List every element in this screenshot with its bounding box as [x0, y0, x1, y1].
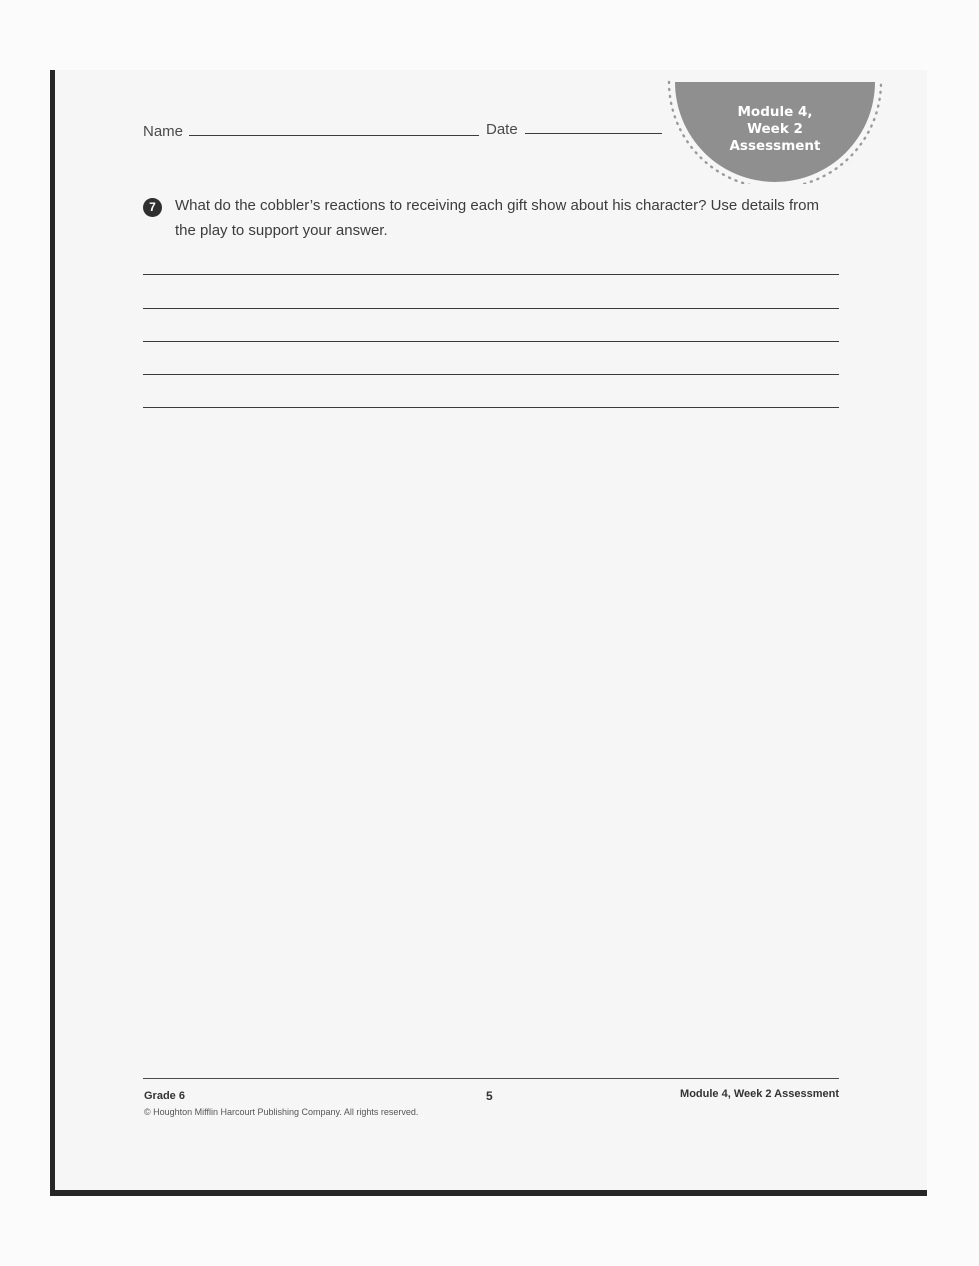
date-field[interactable]	[525, 133, 662, 134]
module-badge	[661, 78, 889, 184]
answer-line[interactable]	[143, 407, 839, 408]
badge-line-3: Assessment	[729, 138, 821, 154]
question-text: What do the cobbler’s reactions to receiving each gift show about his character? Use details from the play to support your answer.	[175, 197, 819, 239]
badge-line-1: Module 4,	[737, 104, 813, 120]
page-shadow-bottom	[50, 1190, 927, 1196]
answer-line[interactable]	[143, 341, 839, 342]
badge-line-2: Week 2	[747, 121, 803, 137]
date-label: Date	[486, 121, 518, 138]
footer-divider	[143, 1078, 839, 1079]
name-label: Name	[143, 123, 184, 140]
footer-module-title: Module 4, Week 2 Assessment	[680, 1088, 839, 1100]
answer-line[interactable]	[143, 274, 839, 275]
question-number: 7	[143, 198, 162, 217]
answer-line[interactable]	[143, 374, 839, 375]
page-shadow-left	[50, 70, 55, 1196]
footer-grade: Grade 6	[144, 1090, 185, 1102]
answer-line[interactable]	[143, 308, 839, 309]
name-field[interactable]	[189, 135, 479, 136]
footer-copyright: © Houghton Mifflin Harcourt Publishing Company. All rights reserved.	[144, 1107, 419, 1117]
page-number: 5	[486, 1089, 493, 1103]
badge-label	[661, 104, 889, 155]
